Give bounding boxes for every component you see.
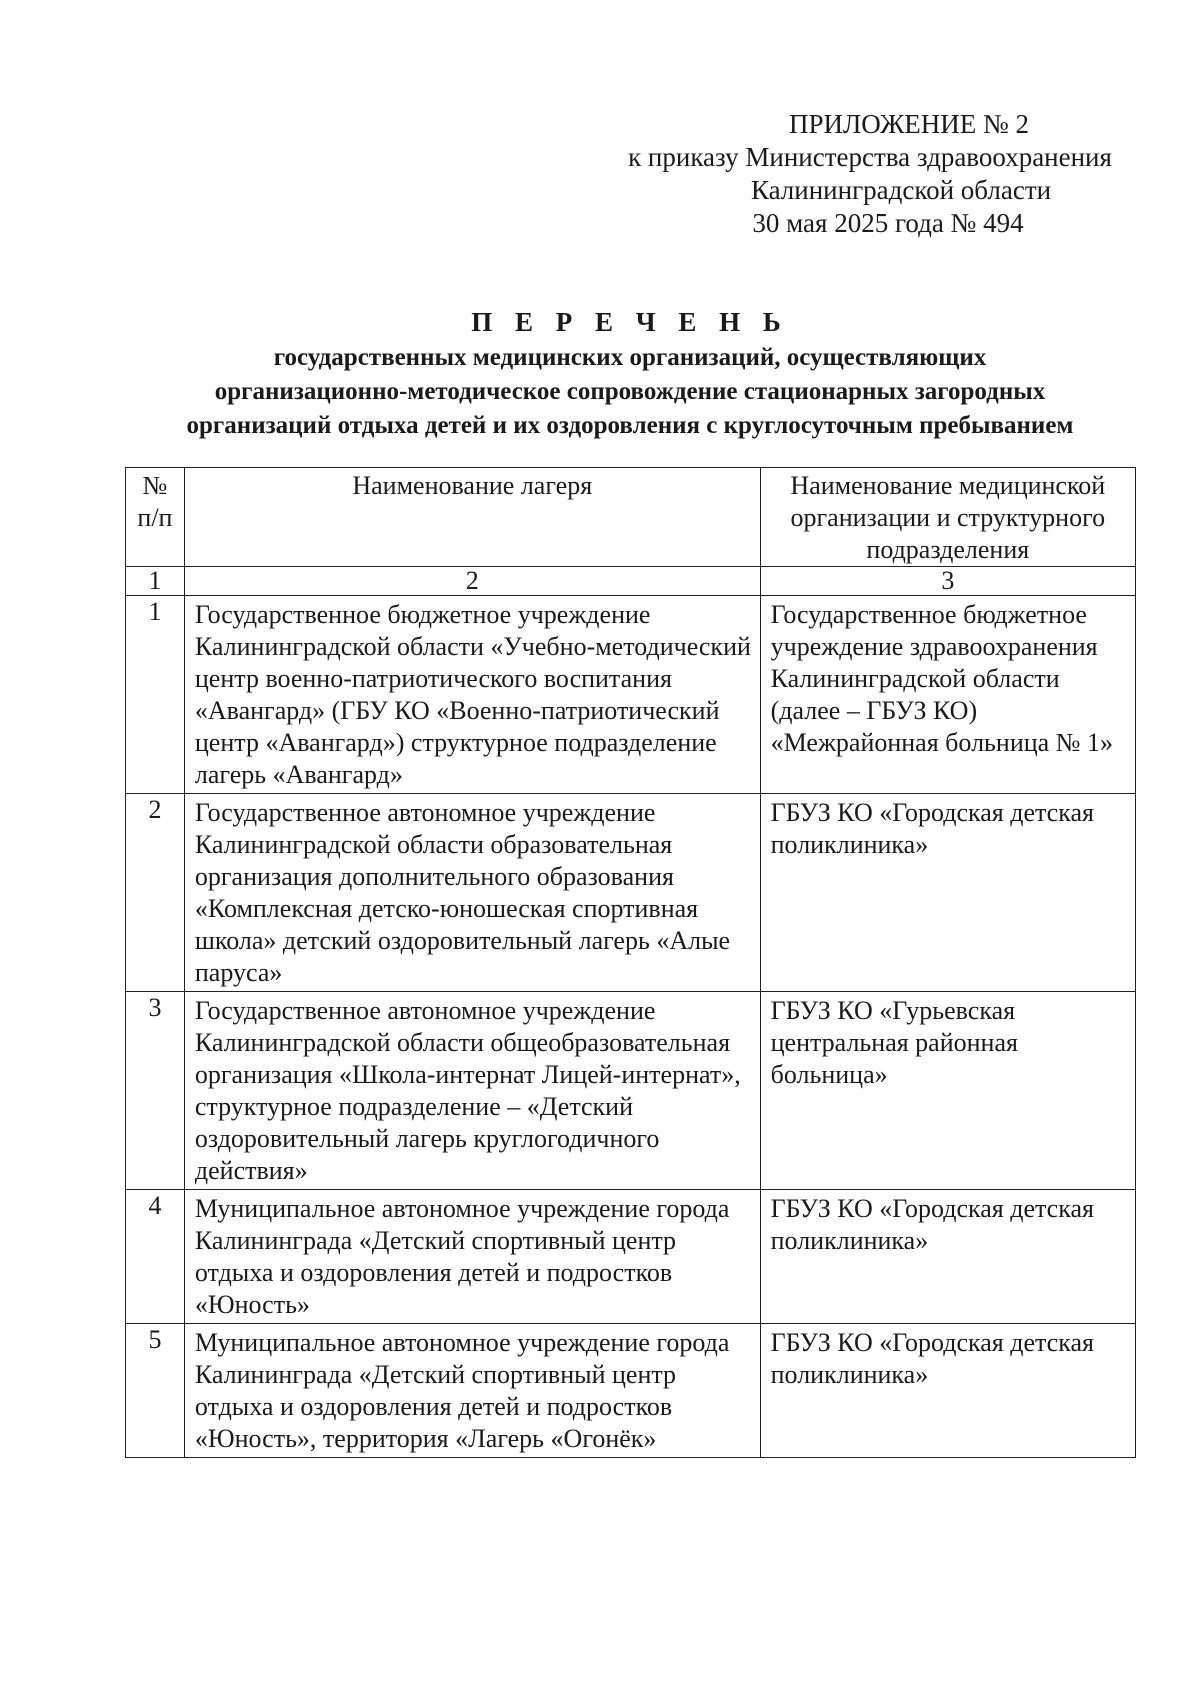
title-line-1: государственных медицинских организаций, осуществляющих bbox=[273, 344, 987, 371]
header-medical-org: Наименование медицинской организации и структурного подразделения bbox=[760, 468, 1135, 567]
table-row bbox=[126, 596, 1136, 794]
appendix-title: ПРИЛОЖЕНИЕ № 2 bbox=[788, 109, 1030, 139]
column-number: 1 bbox=[126, 567, 185, 596]
appendix-date: 30 мая 2025 года № 494 bbox=[752, 208, 1024, 238]
camp-name-cell: Государственное автономное учреждение Калининградской области общеобразовательная организация «Школа-интернат Лицей-интернат», структурное подразделение – «Детский оздоровительный лагерь круглогодичного действия» bbox=[184, 992, 760, 1190]
header-camp-name: Наименование лагеря bbox=[184, 468, 760, 567]
medical-org-cell: ГБУЗ КО «Городская детская поликлиника» bbox=[760, 1324, 1135, 1458]
medical-org-cell: ГБУЗ КО «Городская детская поликлиника» bbox=[760, 1190, 1135, 1324]
column-number: 3 bbox=[760, 567, 1135, 596]
table-row bbox=[126, 992, 1136, 1190]
row-number: 2 bbox=[126, 794, 185, 992]
header-number: № п/п bbox=[126, 468, 185, 567]
table-row bbox=[126, 1324, 1136, 1458]
column-number-row bbox=[126, 567, 1136, 596]
row-number: 5 bbox=[126, 1324, 185, 1458]
row-number: 4 bbox=[126, 1190, 185, 1324]
camp-name-cell: Муниципальное автономное учреждение города Калининграда «Детский спортивный центр отдыха и оздоровления детей и подростков «Юность» bbox=[184, 1190, 760, 1324]
table-header-row bbox=[126, 468, 1136, 567]
appendix-order-ref: к приказу Министерства здравоохранения bbox=[628, 142, 1112, 172]
title-heading: П Е Р Е Ч Е Н Ь bbox=[471, 307, 789, 337]
column-number: 2 bbox=[184, 567, 760, 596]
appendix-block bbox=[620, 108, 1120, 240]
row-number: 1 bbox=[126, 596, 185, 794]
title-line-3: организаций отдыха детей и их оздоровления с круглосуточным пребыванием bbox=[186, 412, 1074, 439]
medical-org-cell: Государственное бюджетное учреждение здравоохранения Калининградской области (далее – ГБУЗ КО) «Межрайонная больница № 1» bbox=[760, 596, 1135, 794]
appendix-region: Калининградской области bbox=[750, 175, 1052, 205]
medical-org-cell: ГБУЗ КО «Городская детская поликлиника» bbox=[760, 794, 1135, 992]
camp-name-cell: Государственное автономное учреждение Калининградской области образовательная организация дополнительного образования «Комплексная детско-юношеская спортивная школа» детский оздоровительный лагерь «Алые паруса» bbox=[184, 794, 760, 992]
organizations-table bbox=[125, 467, 1136, 1458]
title-line-2: организационно-методическое сопровождение стационарных загородных bbox=[214, 378, 1046, 405]
row-number: 3 bbox=[126, 992, 185, 1190]
table-row bbox=[126, 1190, 1136, 1324]
camp-name-cell: Государственное бюджетное учреждение Калининградской области «Учебно-методический центр военно-патриотического воспитания «Авангард» (ГБУ КО «Военно-патриотический центр «Авангард») структурное подразделение лагерь «Авангард» bbox=[184, 596, 760, 794]
document-title bbox=[80, 305, 1180, 443]
table-row bbox=[126, 794, 1136, 992]
camp-name-cell: Муниципальное автономное учреждение города Калининграда «Детский спортивный центр отдыха и оздоровления детей и подростков «Юность», территория «Лагерь «Огонёк» bbox=[184, 1324, 760, 1458]
medical-org-cell: ГБУЗ КО «Гурьевская центральная районная больница» bbox=[760, 992, 1135, 1190]
